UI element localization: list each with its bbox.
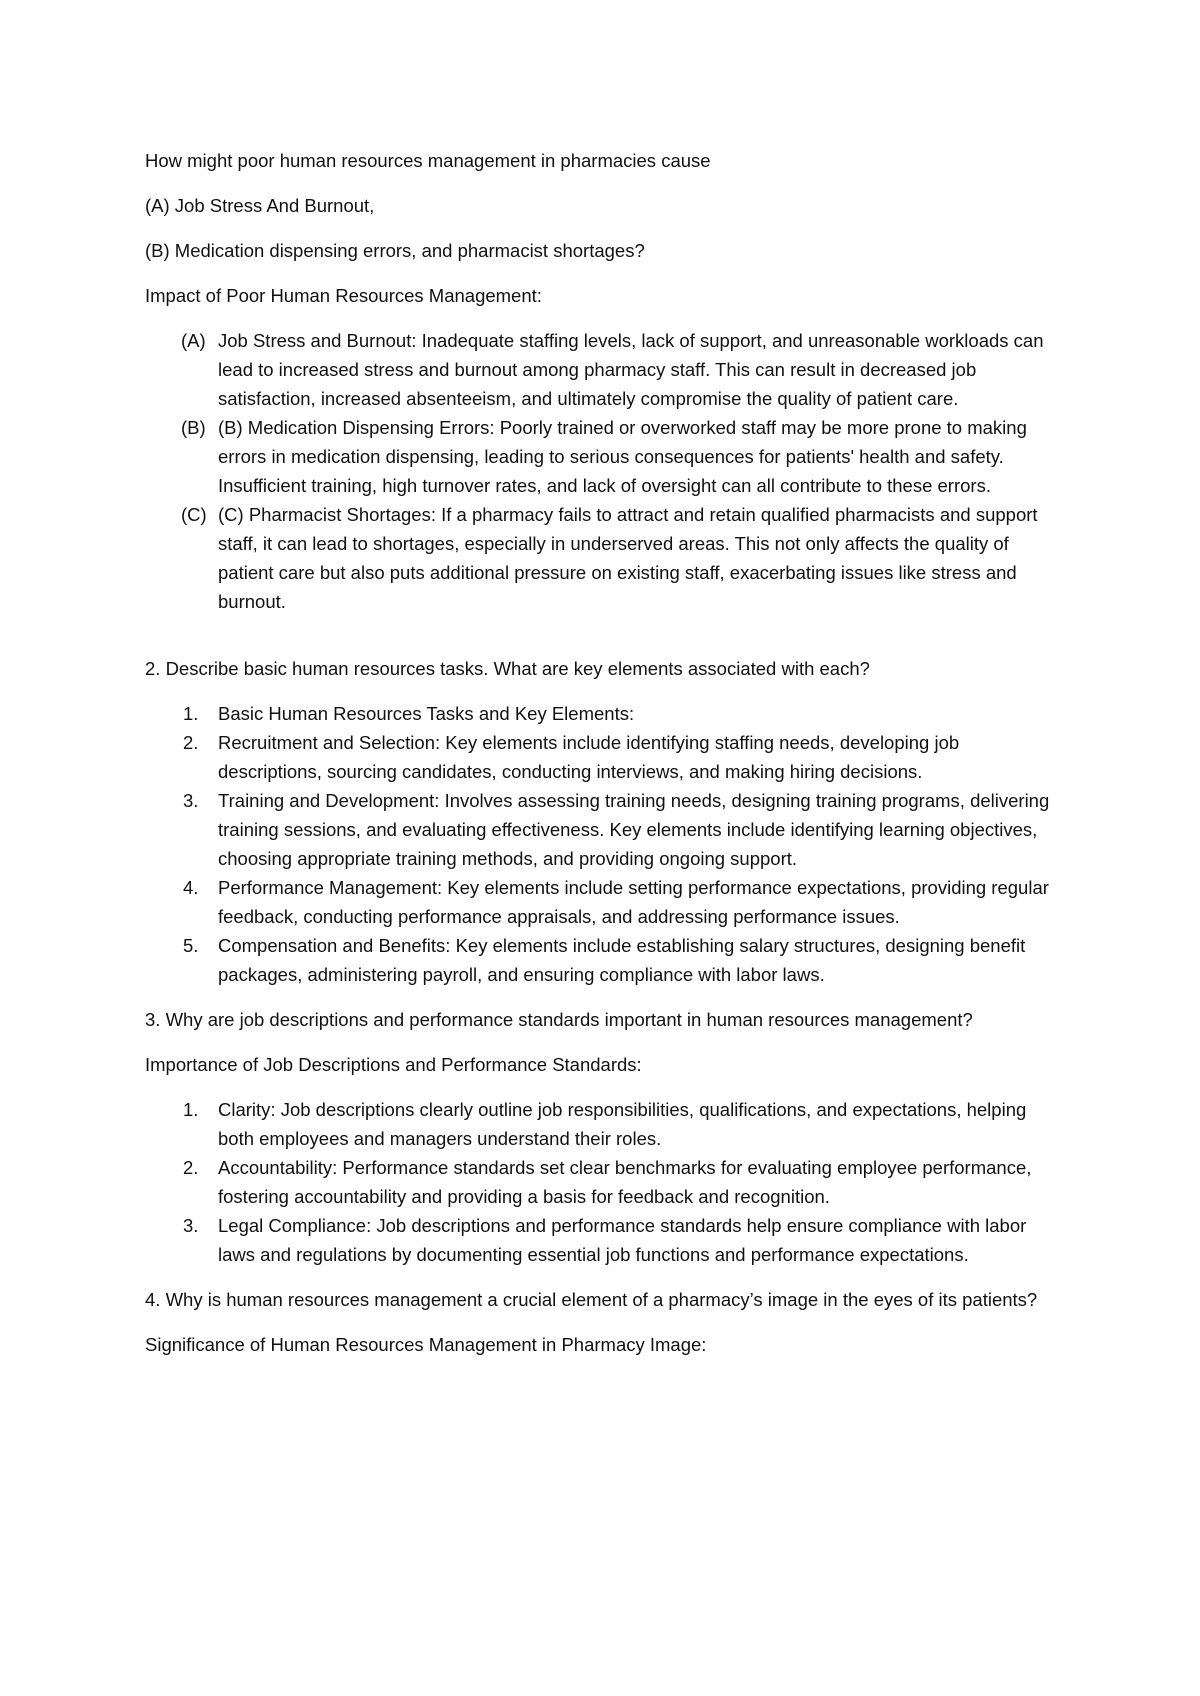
q1-impact-list (145, 326, 1065, 616)
list-item (145, 873, 1065, 931)
list-item-text: Compensation and Benefits: Key elements include establishing salary structures, designing benefit packages, administering payroll, and ensuring compliance with labor laws. (218, 935, 1026, 985)
list-marker: 3. (183, 790, 199, 811)
list-marker: 5. (183, 935, 199, 956)
list-item (145, 786, 1065, 873)
list-marker: 4. (183, 877, 199, 898)
list-item (145, 413, 1065, 500)
list-marker: 3. (183, 1215, 199, 1236)
list-item (145, 1211, 1065, 1269)
q2-tasks-list (145, 699, 1065, 989)
list-item (145, 728, 1065, 786)
list-marker: (C) (181, 504, 207, 525)
list-item-text: Training and Development: Involves assessing training needs, designing training programs, delivering training sessions, and evaluating effectiveness. Key elements include identifying learning objectives, choosing appropriate training methods, and providing ongoing support. (218, 790, 1050, 869)
list-item-text: Basic Human Resources Tasks and Key Elements: (218, 703, 635, 724)
list-item (145, 1153, 1065, 1211)
list-item-text: Clarity: Job descriptions clearly outline job responsibilities, qualifications, and expectations, helping both employees and managers understand their roles. (218, 1099, 1027, 1149)
list-item-text: Accountability: Performance standards set clear benchmarks for evaluating employee performance, fostering accountability and providing a basis for feedback and recognition. (218, 1157, 1032, 1207)
q1-part-b: (B) Medication dispensing errors, and pharmacist shortages? (145, 240, 645, 261)
q3-importance-list (145, 1095, 1065, 1269)
list-item-text: Job Stress and Burnout: Inadequate staffing levels, lack of support, and unreasonable workloads can lead to increased stress and burnout among pharmacy staff. This can result in decreased job satisfaction, increased absenteeism, and ultimately compromise the quality of patient care. (218, 330, 1044, 409)
list-marker: 1. (183, 703, 199, 724)
q4-heading: Significance of Human Resources Management in Pharmacy Image: (145, 1334, 707, 1355)
section-spacer (145, 632, 1065, 654)
list-marker: 1. (183, 1099, 199, 1120)
list-item-text: (B) Medication Dispensing Errors: Poorly trained or overworked staff may be more prone to making errors in medication dispensing, leading to serious consequences for patients' health and safety. Insufficient training, high turnover rates, and lack of oversight can all contribute to these errors. (218, 417, 1027, 496)
list-marker: (B) (181, 417, 206, 438)
list-item-text: Recruitment and Selection: Key elements include identifying staffing needs, developing job descriptions, sourcing candidates, conducting interviews, and making hiring decisions. (218, 732, 960, 782)
list-marker: (A) (181, 330, 206, 351)
list-item-text: (C) Pharmacist Shortages: If a pharmacy fails to attract and retain qualified pharmacists and support staff, it can lead to shortages, especially in underserved areas. This not only affects the quality of patient care but also puts additional pressure on existing staff, exacerbating issues like stress and burnout. (218, 504, 1038, 612)
list-item-text: Performance Management: Key elements include setting performance expectations, providing regular feedback, conducting performance appraisals, and addressing performance issues. (218, 877, 1049, 927)
document-body (145, 146, 1065, 1375)
q3-question: 3. Why are job descriptions and performance standards important in human resources management? (145, 1009, 973, 1030)
list-item (145, 326, 1065, 413)
list-marker: 2. (183, 1157, 199, 1178)
q1-heading: Impact of Poor Human Resources Management: (145, 285, 542, 306)
q3-heading: Importance of Job Descriptions and Performance Standards: (145, 1054, 642, 1075)
list-marker: 2. (183, 732, 199, 753)
list-item (145, 931, 1065, 989)
q1-question: How might poor human resources management in pharmacies cause (145, 150, 711, 171)
q1-part-a: (A) Job Stress And Burnout, (145, 195, 375, 216)
list-item (145, 1095, 1065, 1153)
list-item (145, 500, 1065, 616)
list-item (145, 699, 1065, 728)
q2-question: 2. Describe basic human resources tasks. What are key elements associated with each? (145, 658, 870, 679)
list-item-text: Legal Compliance: Job descriptions and performance standards help ensure compliance with labor laws and regulations by documenting essential job functions and performance expectations. (218, 1215, 1027, 1265)
q4-question: 4. Why is human resources management a crucial element of a pharmacy’s image in the eyes of its patients? (145, 1289, 1038, 1310)
